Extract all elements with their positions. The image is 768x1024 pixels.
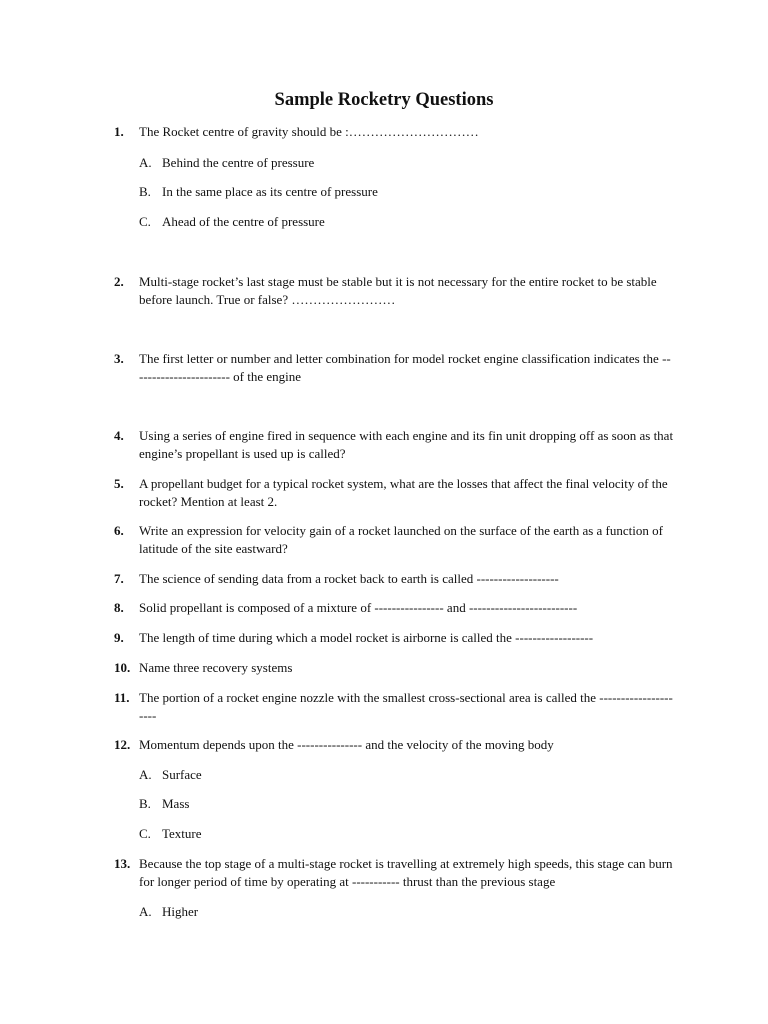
option-letter: C. [139,214,151,229]
question-number: 9. [114,630,124,645]
question-1-option-c [139,213,325,231]
question-12-option-a [139,766,202,784]
option-letter: A. [139,155,152,170]
question-8 [114,599,674,617]
question-text: The science of sending data from a rocket back to earth is called ------------------- [139,571,559,586]
option-letter: B. [139,184,151,199]
question-10 [114,659,674,677]
question-number: 1. [114,124,124,139]
question-text: Solid propellant is composed of a mixture of ---------------- and ------------------------- [139,600,578,615]
question-12-option-c [139,825,202,843]
question-number: 2. [114,274,124,289]
question-text: Write an expression for velocity gain of a rocket launched on the surface of the earth as a function of latitude of the site eastward? [139,523,663,556]
question-number: 12. [114,737,131,752]
question-number: 5. [114,476,124,491]
question-number: 6. [114,523,124,538]
question-1-option-a [139,154,314,172]
question-number: 10. [114,660,131,675]
question-number: 8. [114,600,124,615]
question-text: Name three recovery systems [139,660,293,675]
question-number: 7. [114,571,124,586]
option-text: Texture [162,826,202,841]
question-number: 11. [114,690,130,705]
question-text: The first letter or number and letter combination for model rocket engine classification indicates the ----------------------- of the engine [139,351,671,384]
question-13-option-a [139,903,198,921]
question-text: The length of time during which a model rocket is airborne is called the ------------------ [139,630,594,645]
option-text: Surface [162,767,202,782]
question-text: Because the top stage of a multi-stage rocket is travelling at extremely high speeds, this stage can burn for longer period of time by operating at ----------- thrust than the previous stage [139,856,673,889]
question-7 [114,570,674,588]
option-letter: A. [139,904,152,919]
question-11 [114,689,674,725]
question-number: 4. [114,428,124,443]
question-2 [114,273,674,309]
question-text: Momentum depends upon the --------------- and the velocity of the moving body [139,737,554,752]
question-text: Multi-stage rocket’s last stage must be stable but it is not necessary for the entire rocket to be stable before launch. True or false? …………………… [139,274,657,307]
option-text: Higher [162,904,199,919]
question-13 [114,855,674,891]
question-text: The portion of a rocket engine nozzle with the smallest cross-sectional area is called the --------------------- [139,690,673,723]
option-text: In the same place as its centre of pressure [162,184,378,199]
question-1 [114,123,674,141]
question-4 [114,427,674,463]
question-number: 13. [114,856,131,871]
question-12-option-b [139,795,189,813]
option-text: Behind the centre of pressure [162,155,315,170]
option-text: Ahead of the centre of pressure [162,214,325,229]
question-1-option-b [139,183,378,201]
question-5 [114,475,674,511]
question-number: 3. [114,351,124,366]
question-6 [114,522,674,558]
question-9 [114,629,674,647]
option-letter: C. [139,826,151,841]
question-text: A propellant budget for a typical rocket system, what are the losses that affect the final velocity of the rocket? Mention at least 2. [139,476,668,509]
question-12 [114,736,674,754]
question-text: The Rocket centre of gravity should be :………………………… [139,124,479,139]
question-3 [114,350,674,386]
page-title: Sample Rocketry Questions [274,90,494,110]
option-text: Mass [162,796,190,811]
option-letter: B. [139,796,151,811]
option-letter: A. [139,767,152,782]
question-text: Using a series of engine fired in sequence with each engine and its fin unit dropping off as soon as that engine’s propellant is used up is called? [139,428,674,461]
